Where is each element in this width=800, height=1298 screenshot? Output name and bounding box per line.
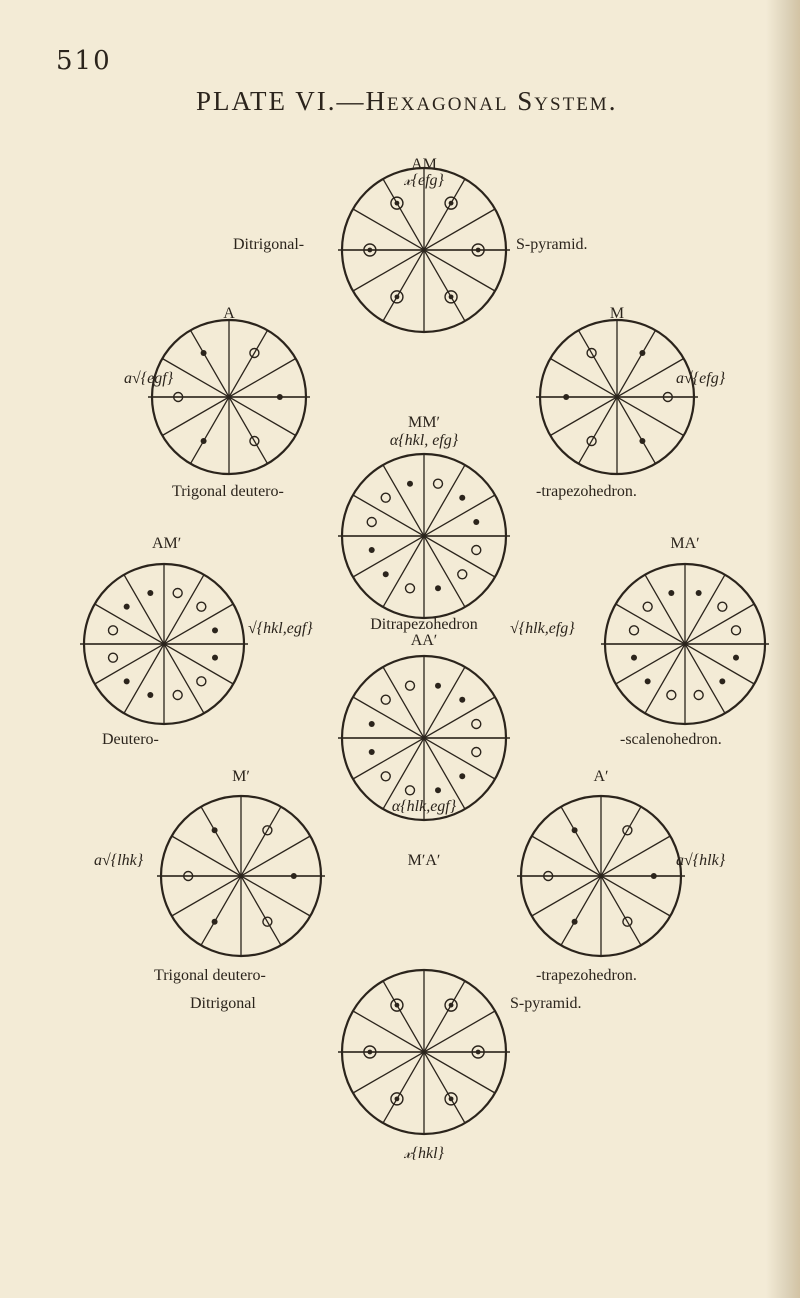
double-face-pole-inner bbox=[449, 1096, 454, 1101]
double-face-pole-inner bbox=[395, 201, 400, 206]
lower-face-pole bbox=[197, 602, 206, 611]
lower-face-pole bbox=[732, 626, 741, 635]
upper-left-caption: Trigonal deutero- bbox=[172, 483, 284, 500]
double-face-pole-inner bbox=[476, 1050, 481, 1055]
middle-center-title: Ditrapezohedron bbox=[370, 616, 478, 633]
middle-left-caption: Deutero- bbox=[102, 731, 159, 748]
upper-right-projection bbox=[536, 320, 698, 474]
double-face-pole-inner bbox=[395, 294, 400, 299]
lower-face-pole bbox=[108, 626, 117, 635]
lower-left-label: Mʹ bbox=[232, 768, 250, 785]
double-face-pole-inner bbox=[395, 1096, 400, 1101]
upper-face-pole bbox=[201, 350, 207, 356]
upper-face-pole bbox=[407, 481, 413, 487]
middle-right-formula: √{hlk,efg} bbox=[510, 620, 575, 637]
lower-center-formula: 𝓍{hkl} bbox=[404, 1145, 444, 1162]
upper-face-pole bbox=[459, 773, 465, 779]
lower-right-label: Aʹ bbox=[593, 768, 609, 785]
upper-face-pole bbox=[124, 678, 130, 684]
lower-face-pole bbox=[381, 493, 390, 502]
middle-left-label: AMʹ bbox=[152, 535, 182, 552]
upper-face-pole bbox=[733, 655, 739, 661]
upper-face-pole bbox=[147, 692, 153, 698]
lower-face-pole bbox=[718, 602, 727, 611]
lower-face-pole bbox=[381, 695, 390, 704]
s-pyramid-caption: S-pyramid. bbox=[516, 236, 588, 253]
lower-face-pole bbox=[173, 588, 182, 597]
lower-left-caption2: Ditrigonal bbox=[190, 995, 256, 1012]
middle-left-formula: √{hkl,egf} bbox=[248, 620, 313, 637]
lower-face-pole bbox=[108, 653, 117, 662]
upper-face-pole bbox=[668, 590, 674, 596]
upper-center-label: MMʹ bbox=[408, 414, 440, 431]
upper-center-formula: α{hkl, efg} bbox=[389, 432, 459, 449]
upper-face-pole bbox=[719, 678, 725, 684]
upper-center-projection bbox=[338, 454, 510, 618]
upper-left-projection bbox=[148, 320, 310, 474]
lower-face-pole bbox=[472, 719, 481, 728]
lower-face-pole bbox=[694, 691, 703, 700]
upper-left-formula: a√{egf} bbox=[124, 370, 174, 387]
top-projection bbox=[338, 168, 510, 332]
upper-face-pole bbox=[563, 394, 569, 400]
double-face-pole-inner bbox=[367, 248, 372, 253]
upper-face-pole bbox=[435, 787, 441, 793]
upper-face-pole bbox=[212, 919, 218, 925]
upper-face-pole bbox=[645, 678, 651, 684]
top-label: AM bbox=[411, 156, 437, 173]
upper-face-pole bbox=[696, 590, 702, 596]
double-face-pole-inner bbox=[449, 201, 454, 206]
lower-right-caption: -trapezohedron. bbox=[536, 967, 637, 984]
double-face-pole-inner bbox=[449, 294, 454, 299]
upper-face-pole bbox=[147, 590, 153, 596]
upper-right-label: M bbox=[609, 305, 625, 322]
lower-face-pole bbox=[405, 584, 414, 593]
upper-face-pole bbox=[369, 547, 375, 553]
middle-left-projection bbox=[80, 564, 248, 724]
lower-right-caption2: S-pyramid. bbox=[510, 995, 582, 1012]
lower-center-projection bbox=[338, 970, 510, 1134]
upper-face-pole bbox=[291, 873, 297, 879]
lower-left-formula: a√{lhk} bbox=[94, 852, 144, 869]
lower-face-pole bbox=[472, 748, 481, 757]
upper-face-pole bbox=[212, 627, 218, 633]
ditrigonal-caption: Ditrigonal- bbox=[233, 236, 305, 253]
lower-face-pole bbox=[367, 517, 376, 526]
lower-right-formula: a√{hlk} bbox=[676, 852, 726, 869]
lower-left-caption: Trigonal deutero- bbox=[154, 967, 266, 984]
upper-face-pole bbox=[383, 571, 389, 577]
upper-face-pole bbox=[435, 683, 441, 689]
upper-face-pole bbox=[435, 585, 441, 591]
lower-face-pole bbox=[629, 626, 638, 635]
upper-face-pole bbox=[369, 721, 375, 727]
double-face-pole-inner bbox=[476, 248, 481, 253]
lower-right-projection bbox=[517, 796, 685, 956]
upper-face-pole bbox=[369, 749, 375, 755]
upper-face-pole bbox=[572, 827, 578, 833]
lower-face-pole bbox=[667, 691, 676, 700]
lower-left-projection bbox=[157, 796, 325, 956]
lower-face-pole bbox=[173, 691, 182, 700]
upper-right-caption: -trapezohedron. bbox=[536, 483, 637, 500]
lower-face-pole bbox=[381, 772, 390, 781]
upper-face-pole bbox=[201, 438, 207, 444]
middle-right-label: MAʹ bbox=[670, 535, 700, 552]
upper-face-pole bbox=[639, 438, 645, 444]
lower-face-pole bbox=[434, 479, 443, 488]
double-face-pole-inner bbox=[449, 1003, 454, 1008]
upper-face-pole bbox=[459, 495, 465, 501]
upper-face-pole bbox=[473, 519, 479, 525]
upper-face-pole bbox=[124, 604, 130, 610]
upper-face-pole bbox=[212, 655, 218, 661]
middle-center-label: AAʹ bbox=[410, 632, 438, 649]
double-face-pole-inner bbox=[367, 1050, 372, 1055]
upper-face-pole bbox=[639, 350, 645, 356]
upper-face-pole bbox=[277, 394, 283, 400]
middle-center-projection bbox=[338, 656, 510, 820]
lower-center-label: MʹAʹ bbox=[407, 852, 441, 869]
top-formula: 𝓍{efg} bbox=[404, 172, 444, 189]
lower-face-pole bbox=[472, 546, 481, 555]
double-face-pole-inner bbox=[395, 1003, 400, 1008]
lower-face-pole bbox=[458, 570, 467, 579]
lower-face-pole bbox=[405, 786, 414, 795]
middle-center-formula: α{hlk,egf} bbox=[391, 798, 457, 815]
lower-face-pole bbox=[197, 677, 206, 686]
lower-face-pole bbox=[643, 602, 652, 611]
plate-title: PLATE VI.—Hexagonal System. bbox=[196, 86, 618, 116]
upper-face-pole bbox=[459, 697, 465, 703]
upper-face-pole bbox=[631, 655, 637, 661]
upper-face-pole bbox=[651, 873, 657, 879]
upper-face-pole bbox=[212, 827, 218, 833]
upper-left-label: A bbox=[223, 305, 235, 322]
upper-right-formula: a√{efg} bbox=[676, 370, 726, 387]
lower-face-pole bbox=[405, 681, 414, 690]
middle-right-caption: -scalenohedron. bbox=[620, 731, 722, 748]
page-number: 510 bbox=[56, 46, 112, 76]
upper-face-pole bbox=[572, 919, 578, 925]
middle-right-projection bbox=[601, 564, 769, 724]
